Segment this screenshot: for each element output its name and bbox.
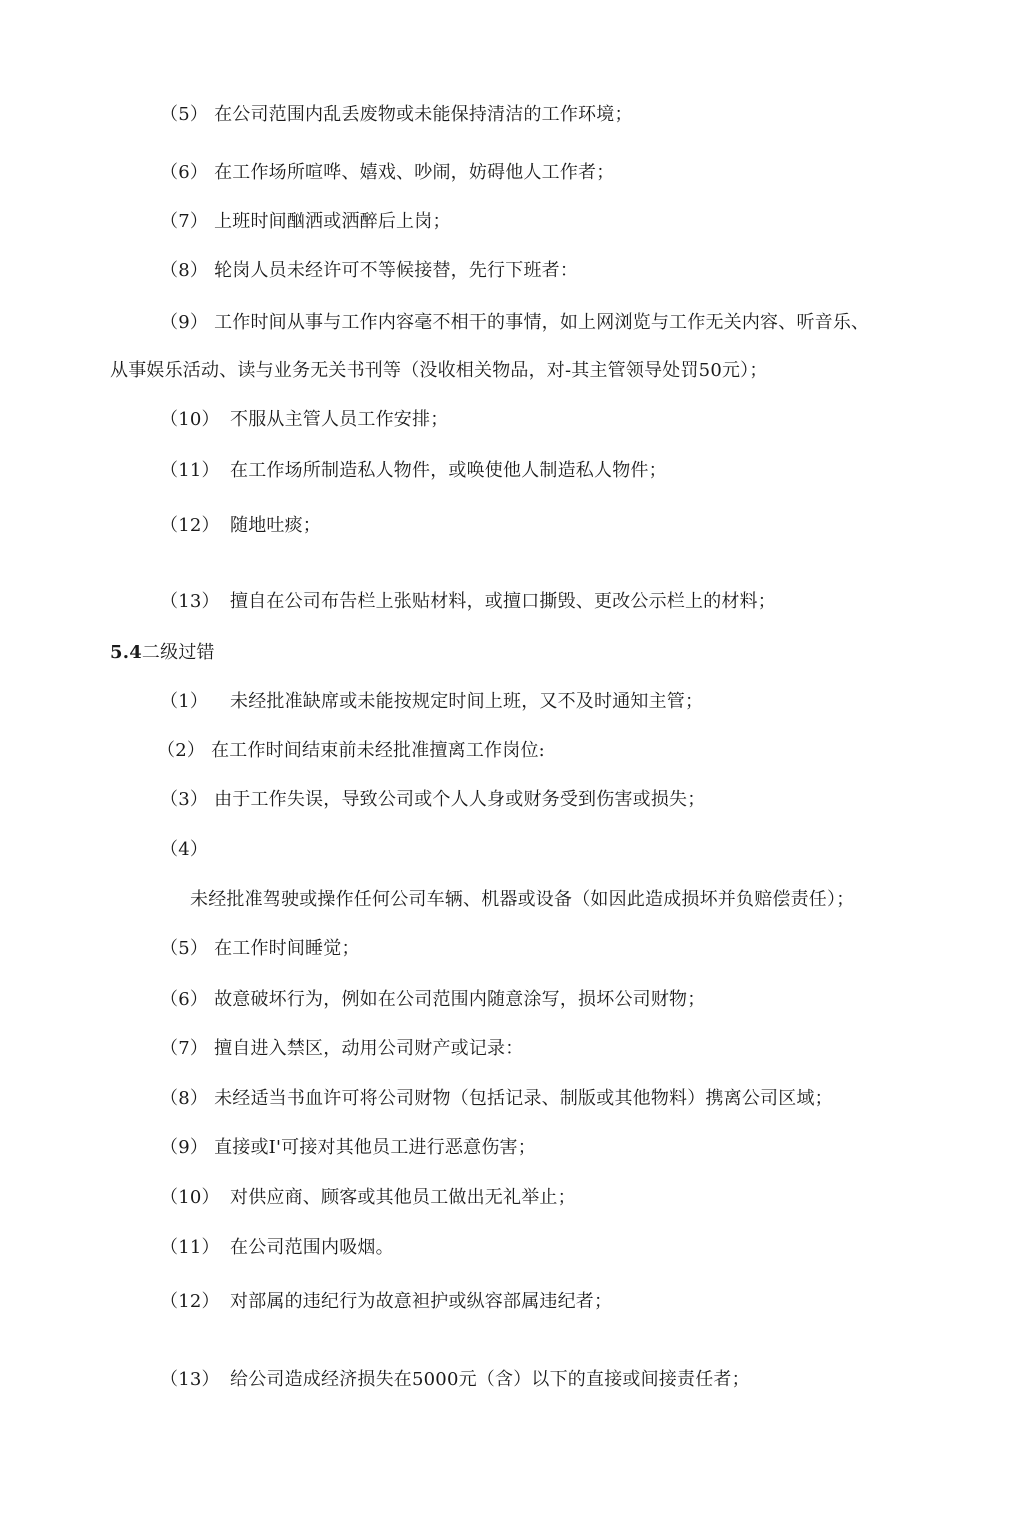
list-item [160, 459, 667, 483]
item-text: 未经批准缺席或未能按规定时间上班，又不及时通知主管； [230, 691, 704, 712]
section-number: 5.4 [110, 642, 142, 663]
list-item [160, 788, 705, 812]
section-heading [110, 641, 215, 665]
list-item [160, 408, 448, 432]
list-item [160, 161, 614, 185]
list-item [160, 1236, 394, 1260]
list-item [160, 1037, 523, 1061]
item-text: 上班时间酗洒或洒醉后上岗； [214, 211, 451, 232]
list-item [160, 103, 633, 127]
item-number: （9） [160, 312, 209, 333]
list-item [160, 1087, 833, 1111]
item-number: （6） [160, 162, 209, 183]
item-text: 轮岗人员未经许可不等候接替，先行下班者： [214, 260, 579, 281]
item-number: （5） [160, 938, 209, 959]
item-text: 在公司范围内乱丢废物或未能保持清洁的工作环境； [214, 104, 633, 125]
item-number: （10） [160, 409, 220, 430]
list-item [160, 590, 776, 614]
item-text: 擅自在公司布告栏上张贴材料，或擅口撕毁、更改公示栏上的材料； [230, 591, 776, 612]
item-text: 在工作场所喧哗、嬉戏、吵闹，妨碍他人工作者； [214, 162, 615, 183]
item-number: （7） [160, 1038, 209, 1059]
list-item [160, 1368, 750, 1392]
item-text: 未经批准驾驶或操作任何公司车辆、机器或设备（如因此造成损坏并负赔偿责任）； [190, 889, 855, 910]
item-text: 擅自进入禁区，动用公司财产或记录： [214, 1038, 524, 1059]
item-text: 在工作时间睡觉； [214, 938, 360, 959]
list-item [160, 937, 360, 961]
list-item-continuation [190, 888, 854, 912]
item-text: 不服从主管人员工作安排； [230, 409, 449, 430]
item-number: （8） [160, 260, 209, 281]
item-number: （3） [160, 789, 209, 810]
item-number: （1） [160, 691, 209, 712]
list-item [160, 514, 321, 538]
list-item [157, 739, 545, 763]
list-item [160, 1290, 612, 1314]
item-number: （9） [160, 1137, 209, 1158]
item-text: 故意破坏行为，例如在公司范围内随意涂写，损坏公司财物； [214, 989, 706, 1010]
item-number: （12） [160, 515, 220, 536]
item-text: 在公司范围内吸烟。 [230, 1237, 394, 1258]
list-item-continuation [110, 359, 768, 383]
list-item [160, 210, 451, 234]
item-text: 对供应商、顾客或其他员工做出无礼举止； [230, 1187, 576, 1208]
item-text: 从事娱乐活动、读与业务无关书刊等（没收相关物品，对-其主管领导处罚50元）； [110, 360, 768, 381]
item-number: （13） [160, 1369, 220, 1390]
item-number: （10） [160, 1187, 220, 1208]
list-item [160, 690, 703, 714]
list-item [160, 1186, 576, 1210]
section-title: 二级过错 [141, 642, 215, 663]
item-text: 在工作时间结束前未经批准擅离工作岗位: [211, 740, 545, 761]
list-item [160, 988, 705, 1012]
item-number: （11） [160, 1237, 220, 1258]
item-number: （2） [157, 740, 206, 761]
item-number: （6） [160, 989, 209, 1010]
item-text: 给公司造成经济损失在5000元（含）以下的直接或间接责任者； [230, 1369, 750, 1390]
item-text: 在工作场所制造私人物件，或唤使他人制造私人物件； [230, 460, 667, 481]
item-number: （4） [160, 839, 209, 860]
item-number: （11） [160, 460, 220, 481]
list-item [160, 1136, 536, 1160]
item-number: （13） [160, 591, 220, 612]
list-item [160, 838, 214, 862]
item-text: 由于工作失误，导致公司或个人人身或财务受到伤害或损失； [214, 789, 706, 810]
item-text: 直接或I'可接对其他员工进行恶意伤害； [214, 1137, 536, 1158]
item-text: 随地吐痰； [230, 515, 321, 536]
item-number: （12） [160, 1291, 220, 1312]
item-text: 对部属的违纪行为故意袒护或纵容部属违纪者； [230, 1291, 613, 1312]
item-text: 工作时间从事与工作内容毫不相干的事情，如上网浏览与工作无关内容、听音乐、 [214, 312, 870, 333]
item-number: （7） [160, 211, 209, 232]
list-item [160, 311, 869, 335]
item-text: 未经适当书血许可将公司财物（包括记录、制版或其他物料）携离公司区域； [214, 1088, 833, 1109]
item-number: （8） [160, 1088, 209, 1109]
list-item [160, 259, 578, 283]
item-number: （5） [160, 104, 209, 125]
